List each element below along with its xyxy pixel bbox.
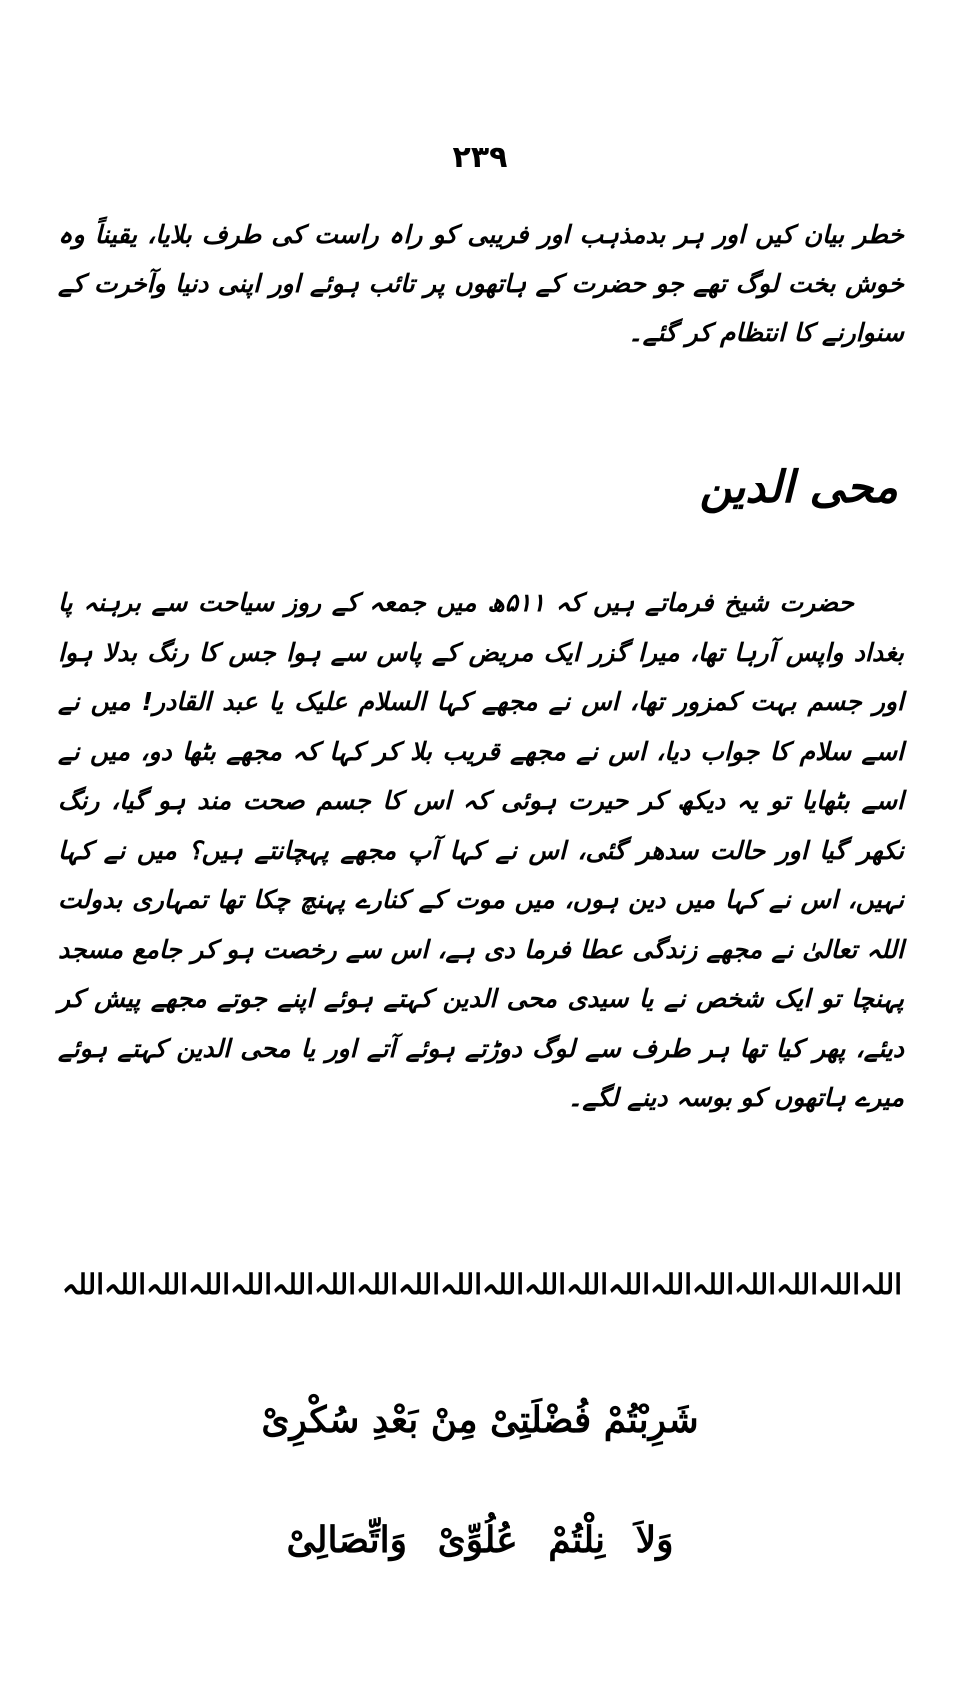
section-heading: محی الدین (699, 462, 898, 513)
divider-glyph: اللہ (188, 1268, 230, 1301)
divider-glyph: اللہ (860, 1268, 902, 1301)
divider-glyph: اللہ (776, 1268, 818, 1301)
divider-glyph: اللہ (818, 1268, 860, 1301)
divider-glyph: اللہ (104, 1268, 146, 1301)
divider-glyph: اللہ (650, 1268, 692, 1301)
divider-glyph: اللہ (356, 1268, 398, 1301)
verse-line-1: شَرِبْتُمْ فُضْلَتِیْ مِنْ بَعْدِ سُکْرِیْ (261, 1399, 699, 1441)
page-number: ۲۳۹ (452, 140, 508, 175)
divider-glyph: اللہ (608, 1268, 650, 1301)
divider-glyph: اللہ (524, 1268, 566, 1301)
paragraph-main-text: حضرت شیخ فرماتے ہیں کہ ۵۱۱ھ میں جمعہ کے روز سیاحت سے برہنہ پا بغداد واپس آرہا تھا، میرا گزر ایک مریض کے پاس سے ہوا جس کا رنگ بدلا ہوا اور جسم بہت کمزور تھا، اس نے مجھے کہا السلام علیک یا عبد القادر! میں نے اسے سلام کا جواب دیا، اس نے مجھے قریب بلا کر کہا کہ مجھے بٹھا دو، میں نے اسے بٹھایا تو یہ دیکھ کر حیرت ہوئی کہ اس کا جسم صحت مند ہو گیا، رنگ نکھر گیا اور حالت سدھر گئی، اس نے کہا آپ مجھے پہچانتے ہیں؟ میں نے کہا نہیں، اس نے کہا میں دین ہوں، میں موت کے کنارے پہنچ چکا تھا تمہاری بدولت اللہ تعالیٰ نے مجھے زندگی عطا فرما دی ہے، اس سے رخصت ہو کر جامع مسجد پہنچا تو ایک شخص نے یا سیدی محی الدین کہتے ہوئے اپنے جوتے مجھے پیش کر دیئے، پھر کیا تھا ہر طرف سے لوگ دوڑتے ہوئے آتے اور یا محی الدین کہتے ہوئے میرے ہاتھوں کو بوسہ دینے لگے۔ (58, 588, 904, 1112)
divider-glyph: اللہ (692, 1268, 734, 1301)
divider-glyph: اللہ (566, 1268, 608, 1301)
verse-line-2: وَلاَ نِلْتُمْ عُلُوِّیْ وَاتِّصَالِیْ (286, 1519, 674, 1561)
divider-glyph: اللہ (482, 1268, 524, 1301)
divider-glyph: اللہ (398, 1268, 440, 1301)
divider-glyph: اللہ (62, 1268, 104, 1301)
divider-glyph: اللہ (272, 1268, 314, 1301)
divider-glyph: اللہ (230, 1268, 272, 1301)
divider-glyph: اللہ (734, 1268, 776, 1301)
divider-glyph: اللہ (146, 1268, 188, 1301)
paragraph-main (58, 578, 904, 1123)
ornamental-divider (62, 1258, 902, 1312)
divider-glyph: اللہ (314, 1268, 356, 1301)
paragraph-continued: خطر بیان کیں اور ہر بدمذہب اور فریبی کو راہ راست کی طرف بلایا، یقیناً وہ خوش بخت لوگ تھے جو حضرت کے ہاتھوں پر تائب ہوئے اور اپنی دنیا وآخرت کے سنوارنے کا انتظام کر گئے۔ (58, 220, 904, 347)
divider-glyph: اللہ (440, 1268, 482, 1301)
